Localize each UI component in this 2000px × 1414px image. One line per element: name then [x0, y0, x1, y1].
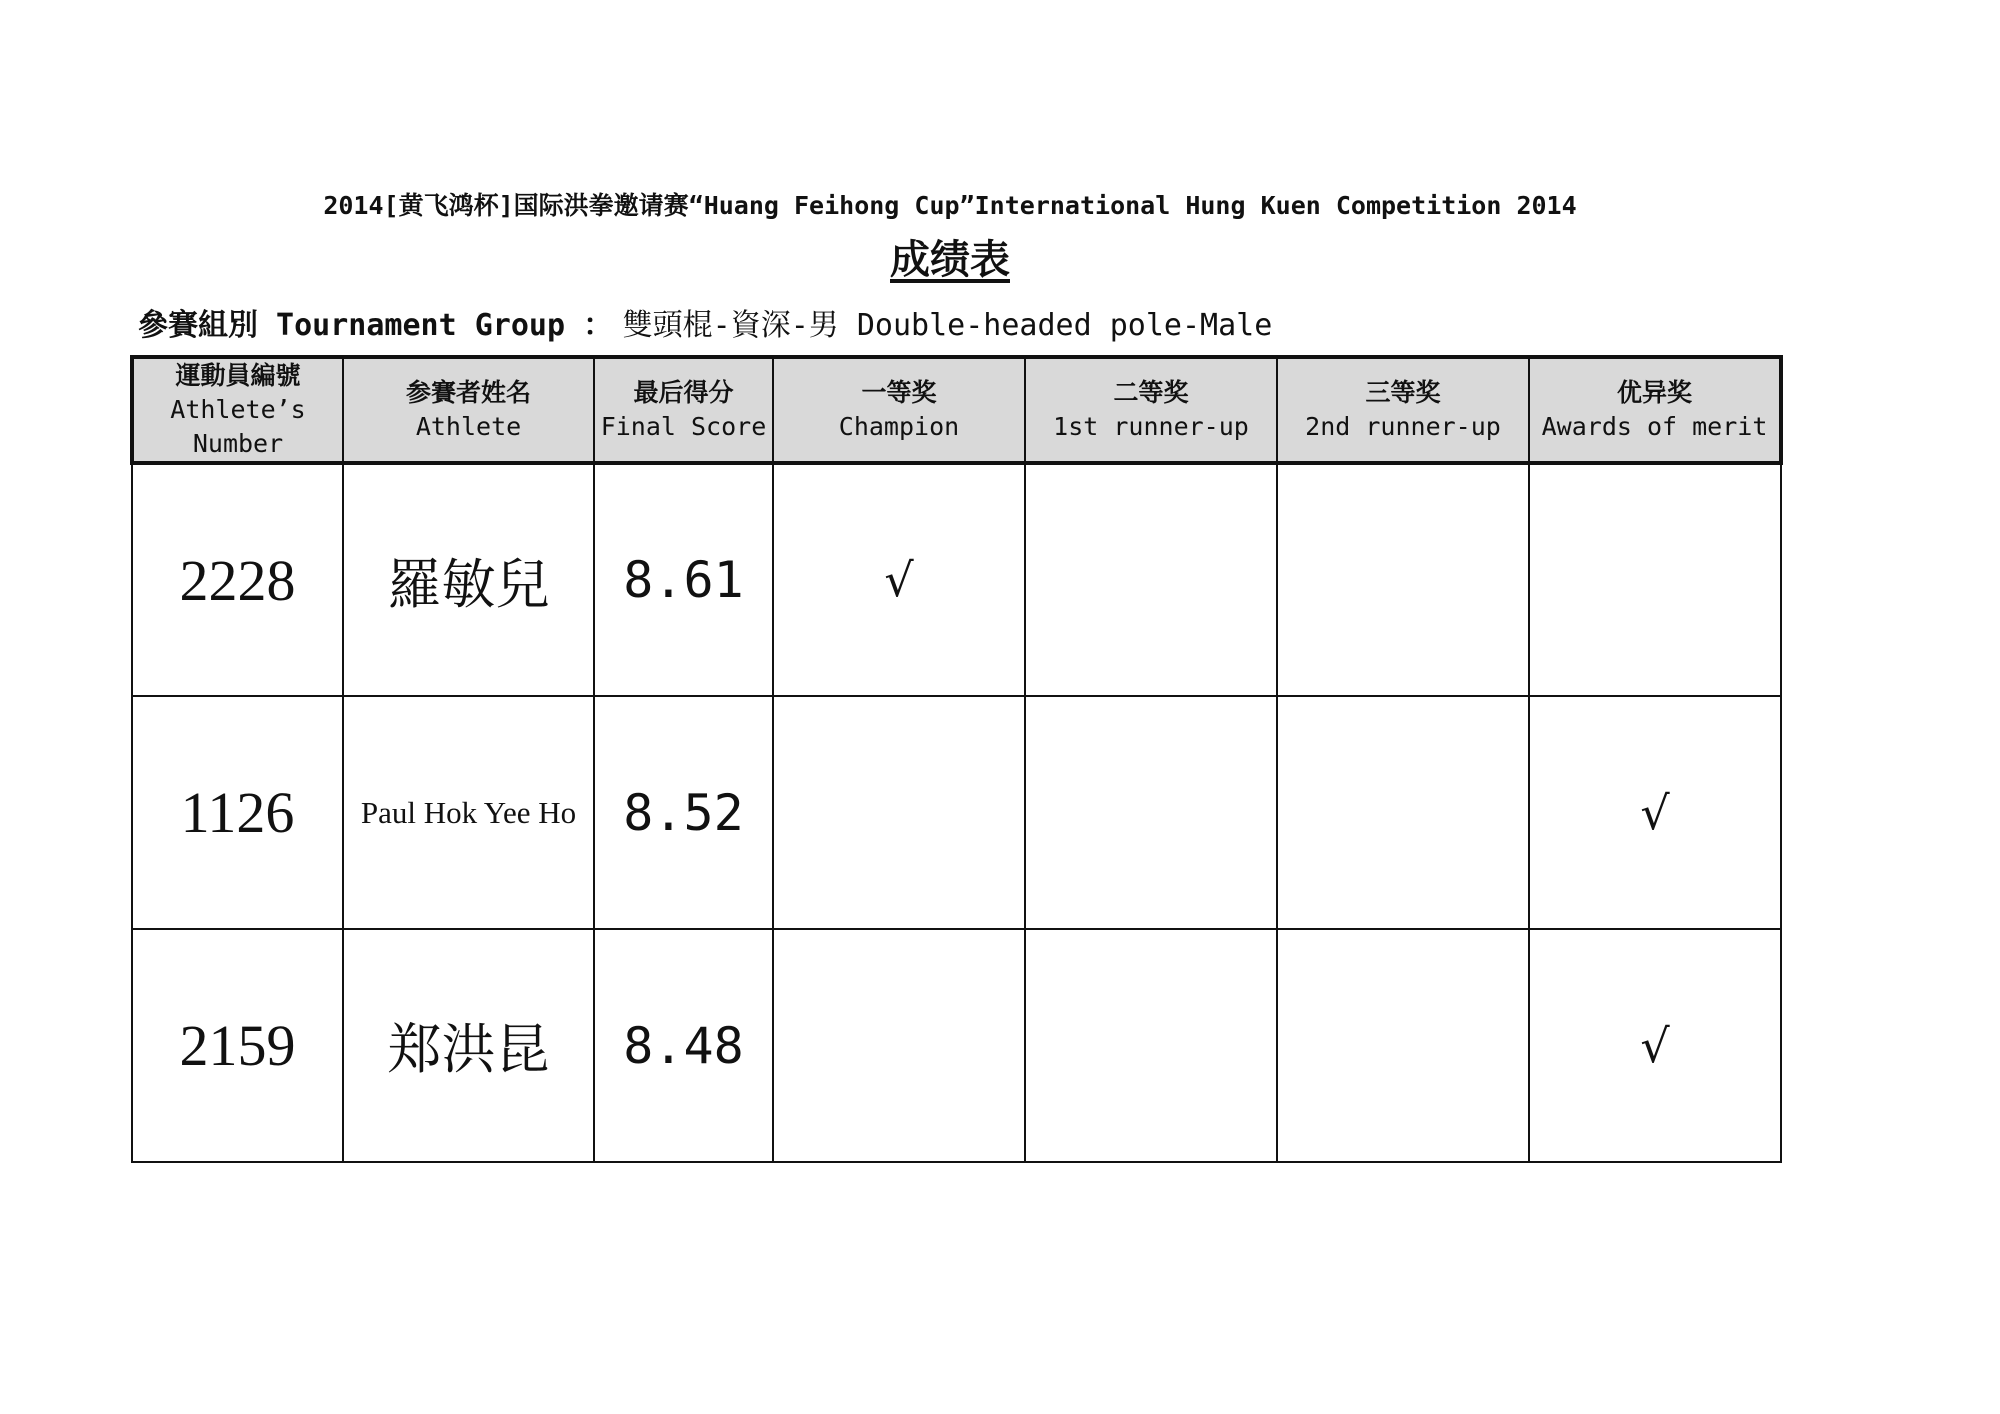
athlete-number-cell: 2159 — [132, 929, 343, 1162]
merit-cell: √ — [1529, 696, 1781, 929]
first-runner-up-cell — [1025, 929, 1277, 1162]
champion-cell: √ — [773, 463, 1025, 696]
athlete-name-cell: Paul Hok Yee Ho — [343, 696, 594, 929]
tournament-group-value: 雙頭棍-資深-男 Double-headed pole-Male — [622, 308, 1273, 343]
merit-cell: √ — [1529, 929, 1781, 1162]
first-runner-up-cell — [1025, 463, 1277, 696]
table-row — [132, 696, 1781, 929]
athlete-name-cell: 郑洪昆 — [343, 929, 594, 1162]
final-score-cell: 8.48 — [594, 929, 773, 1162]
first-runner-up-cell — [1025, 696, 1277, 929]
final-score-cell: 8.52 — [594, 696, 773, 929]
header-row — [132, 357, 1781, 463]
header-final-score: 最后得分 Final Score — [594, 357, 773, 463]
athlete-number-cell: 1126 — [132, 696, 343, 929]
tournament-group-label: 參賽組別 Tournament Group ： — [138, 308, 614, 343]
merit-cell — [1529, 463, 1781, 696]
champion-cell — [773, 929, 1025, 1162]
header-first-runner-up: 二等奖 1st runner-up — [1025, 357, 1277, 463]
second-runner-up-cell — [1277, 929, 1529, 1162]
results-heading: 成绩表 — [890, 237, 1010, 283]
athlete-name-cell: 羅敏兒 — [343, 463, 594, 696]
second-runner-up-cell — [1277, 463, 1529, 696]
final-score-cell: 8.61 — [594, 463, 773, 696]
header-champion: 一等奖 Champion — [773, 357, 1025, 463]
tournament-group — [138, 300, 1272, 344]
header-athlete: 参賽者姓名 Athlete — [343, 357, 594, 463]
athlete-number-cell: 2228 — [132, 463, 343, 696]
table-row — [132, 929, 1781, 1162]
results-table — [130, 355, 1783, 1163]
champion-cell — [773, 696, 1025, 929]
header-athlete-number: 運動員編號 Athlete’s Number — [132, 357, 343, 463]
header-second-runner-up: 三等奖 2nd runner-up — [1277, 357, 1529, 463]
document-title: 2014[黄飞鸿杯]国际洪拳邀请赛“Huang Feihong Cup”International Hung Kuen Competition 2014 — [323, 191, 1577, 220]
table-row — [132, 463, 1781, 696]
header-awards-of-merit: 优异奖 Awards of merit — [1529, 357, 1781, 463]
second-runner-up-cell — [1277, 696, 1529, 929]
